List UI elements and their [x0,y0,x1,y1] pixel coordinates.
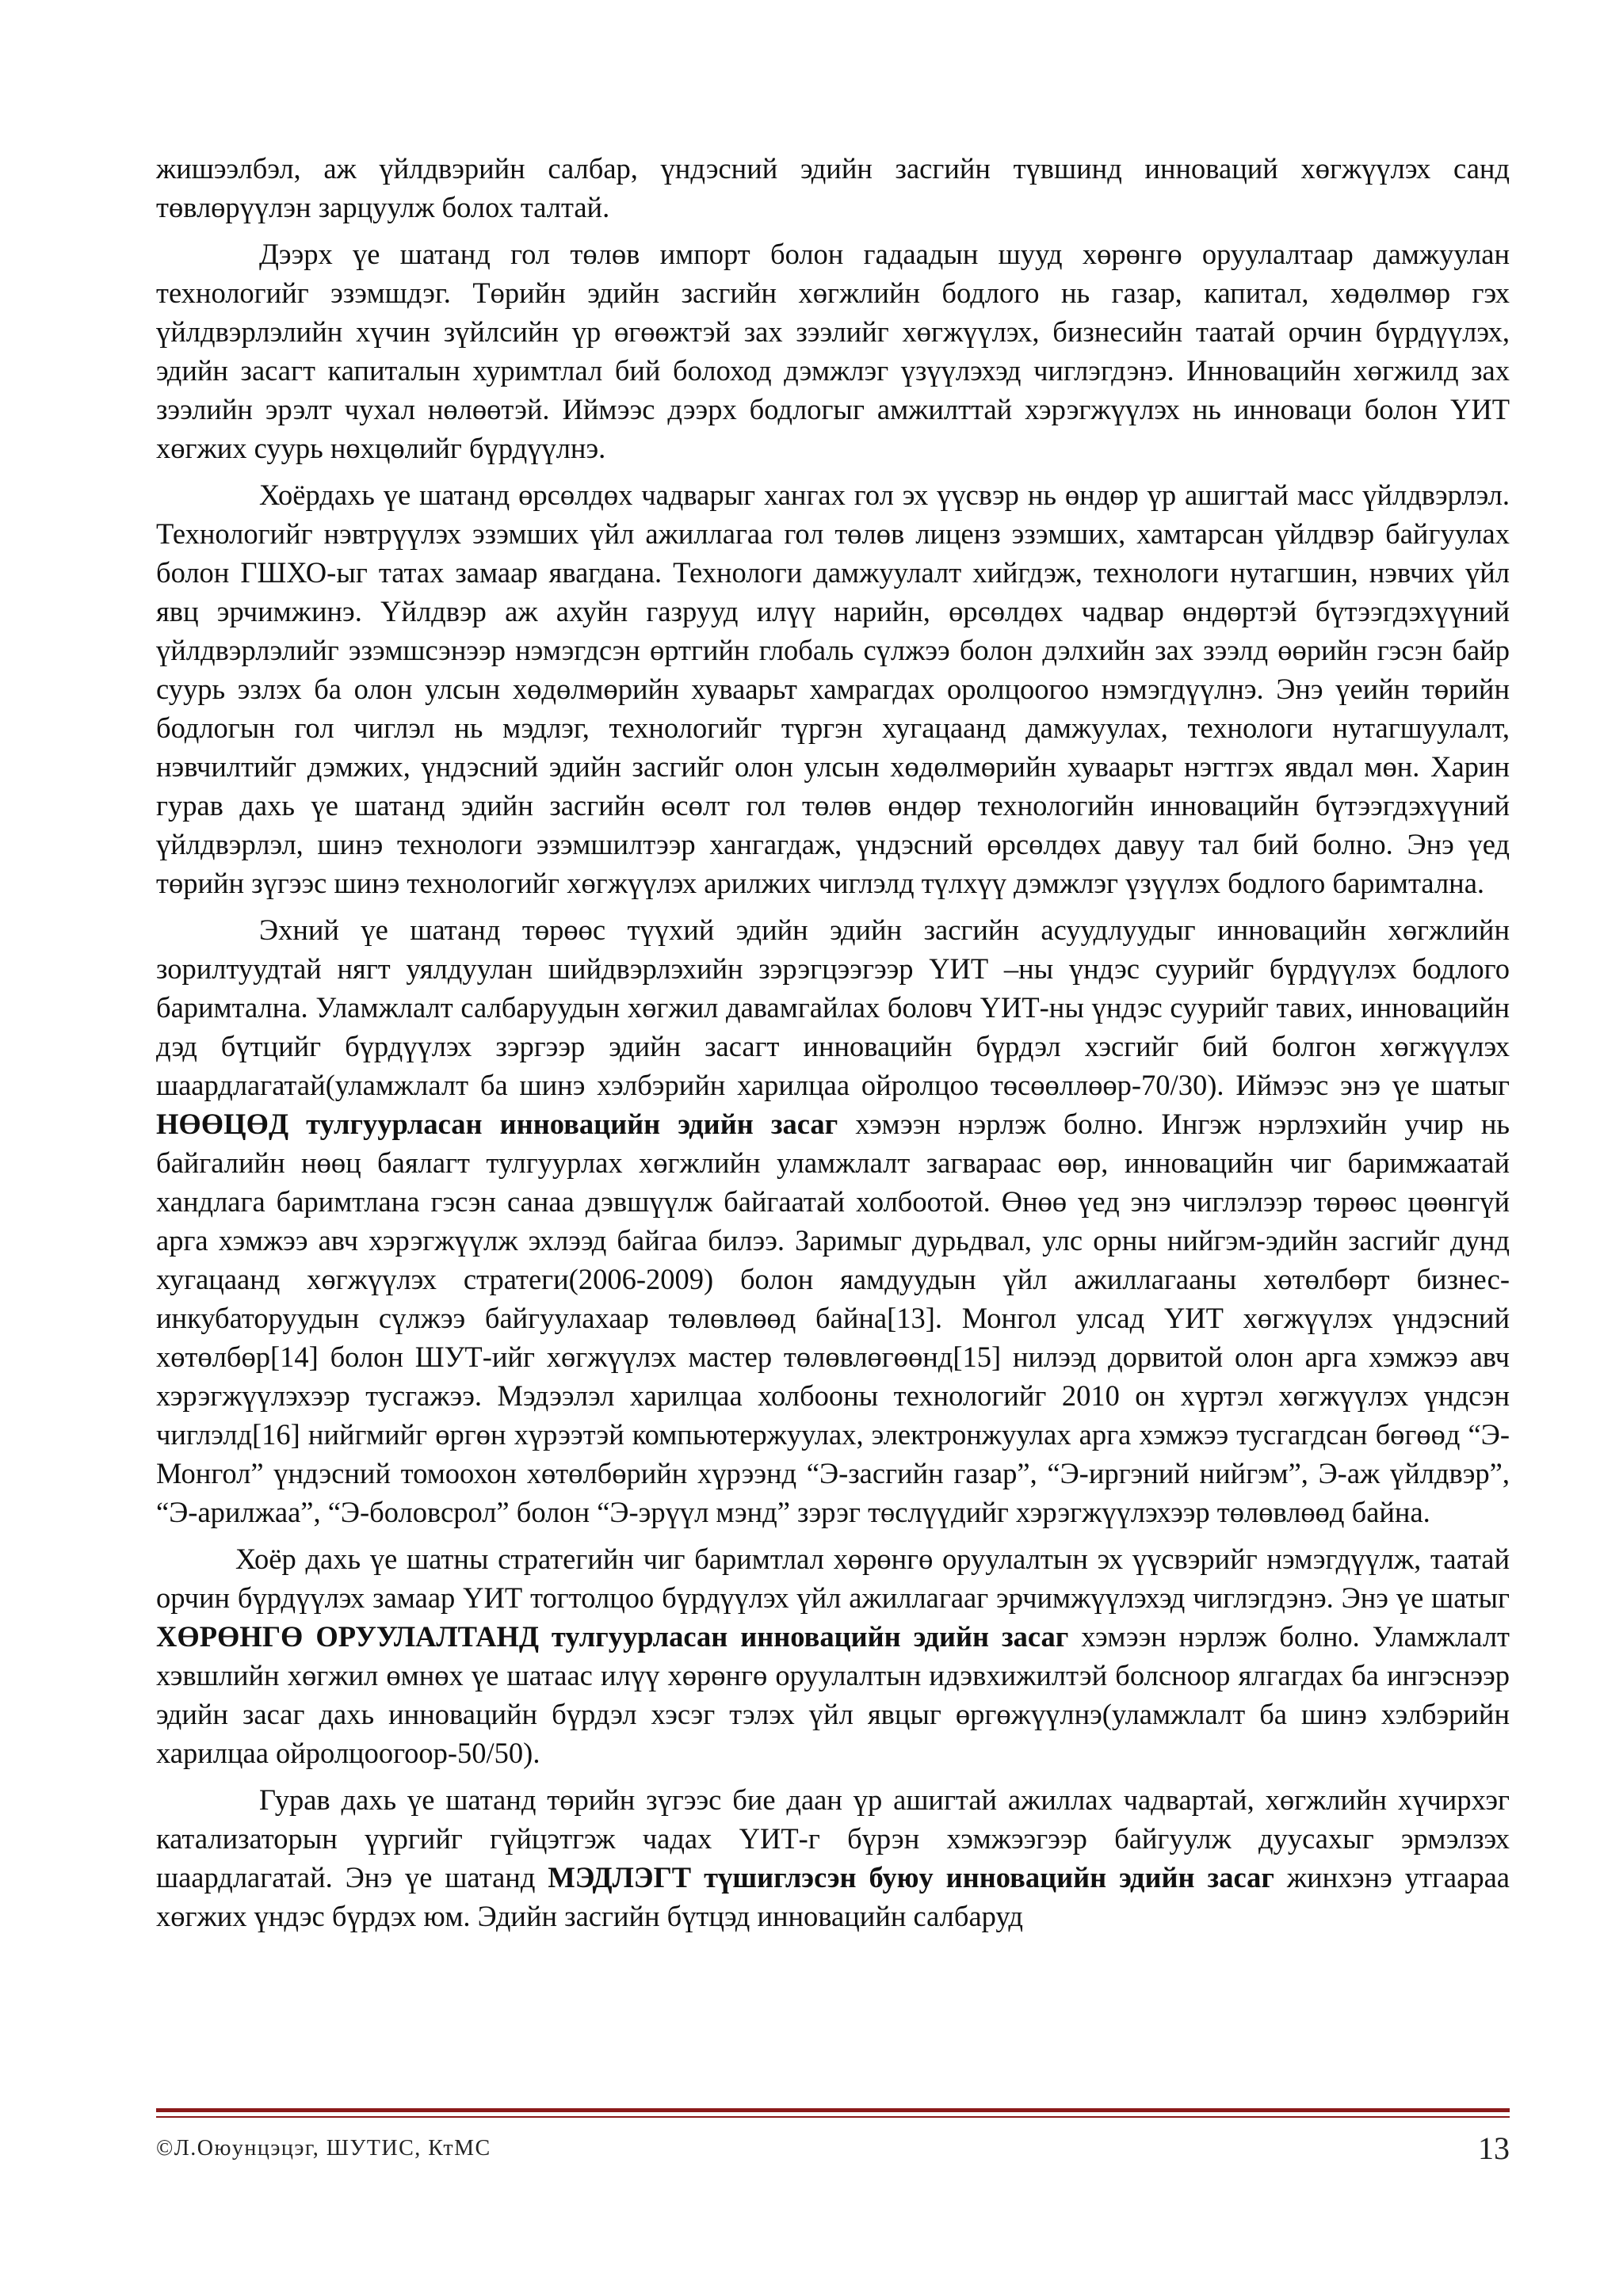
text-run: Гурав дахь үе шатанд төрийн зүгээс бие даан үр ашигтай ажиллах чадвартай, хөгжлийн хүчирхэг катализаторын үүргийг гүйцэтгэж чадах ҮИТ-г бүрэн хэмжээгээр байгуулж дуусахыг эрмэлзэх шаардлагатай. Энэ үе шатанд [156,1783,1510,1894]
bold-term: НӨӨЦӨД тулгуурласан инновацийн эдийн засаг [156,1108,838,1140]
footer-author: ©Л.Оюунцэцэг, ШУТИС, КтМС [156,2136,491,2161]
text-run: Дээрх үе шатанд гол төлөв импорт болон гадаадын шууд хөрөнгө оруулалтаар дамжуулан технологийг эзэмшдэг. Төрийн эдийн засгийн хөгжлийн бодлого нь газар, капитал, хөдөлмөр гэх үйлдвэрлэлийн хүчин зүйлсийн үр өгөөжтэй зах зээлийг хөгжүүлэх, бизнесийн таатай орчин бүрдүүлэх, эдийн засагт капиталын хуримтлал бий болоход дэмжлэг үзүүлэхэд чиглэгдэнэ. Инновацийн хөгжилд зах зээлийн эрэлт чухал нөлөөтэй. Иймээс дээрх бодлогыг амжилттай хэрэгжүүлэх нь инноваци болон ҮИТ хөгжих суурь нөхцөлийг бүрдүүлнэ. [156,238,1510,464]
paragraph [156,149,1510,227]
paragraph [156,1780,1510,1936]
footer-rule-thin [156,2116,1510,2118]
paragraph [156,910,1510,1531]
bold-term: ХӨРӨНГӨ ОРУУЛАЛТАНД тулгуурласан инновацийн эдийн засаг [156,1620,1069,1653]
paragraph [156,475,1510,902]
document-body [156,149,1510,1943]
text-run: жишээлбэл, аж үйлдвэрийн салбар, үндэсний эдийн засгийн түвшинд инноваций хөгжүүлэх санд төвлөрүүлэн зарцуулж болох талтай. [156,152,1510,223]
bold-term: МЭДЛЭГТ түшиглэсэн буюу инновацийн эдийн засаг [548,1861,1274,1894]
text-run: жинхэнэ утгаараа хөгжих үндэс бүрдэх юм. Эдийн засгийн бүтцэд инновацийн салбаруд [156,1861,1510,1932]
paragraph [156,1539,1510,1772]
text-run: хэмээн нэрлэж болно. Ингэж нэрлэхийн учир нь байгалийн нөөц баялагт тулгуурлах хөгжлийн уламжлалт загвараас өөр, инновацийн чиг баримжаатай хандлага баримтлана гэсэн санаа дэвшүүлж байгаатай холбоотой. Өнөө үед энэ чиглэлээр төрөөс цөөнгүй арга хэмжээ авч хэрэгжүүлж эхлээд байгаа билээ. Заримыг дурьдвал, улс орны нийгэм-эдийн засгийг дунд хугацаанд хөгжүүлэх стратеги(2006-2009) болон яамдуудын үйл ажиллагааны хөтөлбөрт бизнес-инкубаторуудын сүлжээ байгуулахаар төлөвлөөд байна[13]. Монгол улсад ҮИТ хөгжүүлэх үндэсний хөтөлбөр[14] болон ШУТ-ийг хөгжүүлэх мастер төлөвлөгөөнд[15] нилээд дорвитой олон арга хэмжээ авч хэрэгжүүлэхээр тусгажээ. Мэдээлэл харилцаа холбооны технологийг 2010 он хүртэл хөгжүүлэх үндсэн чиглэлд[16] нийгмийг өргөн хүрээтэй компьютержуулах, электронжуулах арга хэмжээ тусгагдсан бөгөөд “Э-Монгол” үндэсний томоохон хөтөлбөрийн хүрээнд “Э-засгийн газар”, “Э-иргэний нийгэм”, Э-аж үйлдвэр”, “Э-арилжаа”, “Э-боловсрол” болон “Э-эрүүл мэнд” зэрэг төслүүдийг хэрэгжүүлэхээр төлөвлөөд байна. [156,1108,1510,1528]
paragraph [156,235,1510,467]
text-run: Эхний үе шатанд төрөөс түүхий эдийн эдийн засгийн асуудлуудыг инновацийн хөгжлийн зорилтуудтай нягт уялдуулан шийдвэрлэхийн зэрэгцээгээр ҮИТ –ны үндэс суурийг бүрдүүлэх бодлого баримтална. Уламжлалт салбаруудын хөгжил давамгайлах боловч ҮИТ-ны үндэс суурийг тавих, инновацийн дэд бүтцийг бүрдүүлэх зэргээр эдийн засагт инновацийн бүрдэл хэсгийг бий болгон хөгжүүлэх шаардлагатай(уламжлалт ба шинэ хэлбэрийн харилцаа ойролцоо төсөөллөөр-70/30). Иймээс энэ үе шатыг [156,913,1510,1101]
text-run: хэмээн нэрлэж болно. Уламжлалт хэвшлийн хөгжил өмнөх үе шатаас илүү хөрөнгө оруулалтын идэвхижилтэй болсноор ялгагдах ба ингэснээр эдийн засаг дахь инновацийн бүрдэл хэсэг тэлэх үйл явцыг өргөжүүлнэ(уламжлалт ба шинэ хэлбэрийн харилцаа ойролцоогоор-50/50). [156,1620,1510,1769]
page-number: 13 [1478,2130,1510,2166]
text-run: Хоёрдахь үе шатанд өрсөлдөх чадварыг хангах гол эх үүсвэр нь өндөр үр ашигтай масс үйлдвэрлэл. Технологийг нэвтрүүлэх эзэмших үйл ажиллагаа гол төлөв лиценз эзэмших, хамтарсан үйлдвэр байгуулах болон ГШХО-ыг татах замаар явагдана. Технологи дамжуулалт хийгдэж, технологи нутагшин, нэвчих үйл явц эрчимжинэ. Үйлдвэр аж ахуйн газрууд илүү нарийн, өрсөлдөх чадвар өндөртэй бүтээгдэхүүний үйлдвэрлэлийг эзэмшсэнээр нэмэгдсэн өртгийн глобаль сүлжээ болон дэлхийн зах зээлд өөрийн гэсэн байр суурь эзлэх ба олон улсын хөдөлмөрийн хуваарьт хамрагдах оролцоогоо нэмэгдүүлнэ. Энэ үеийн төрийн бодлогын гол чиглэл нь мэдлэг, технологийг түргэн хугацаанд дамжуулах, технологи нутагшуулалт, нэвчилтийг дэмжих, үндэсний эдийн засгийг олон улсын хөдөлмөрийн хуваарьт нэгтгэх явдал мөн. Харин гурав дахь үе шатанд эдийн засгийн өсөлт гол төлөв өндөр технологийн инновацийн бүтээгдэхүүний үйлдвэрлэл, шинэ технологи эзэмшилтээр хангагдаж, үндэсний өрсөлдөх давуу тал бий болно. Энэ үед төрийн зүгээс шинэ технологийг хөгжүүлэх арилжих чиглэлд түлхүү дэмжлэг үзүүлэх бодлого баримтална. [156,479,1510,899]
text-run: Хоёр дахь үе шатны стратегийн чиг баримтлал хөрөнгө оруулалтын эх үүсвэрийг нэмэгдүүлж, таатай орчин бүрдүүлэх замаар ҮИТ тогтолцоо бүрдүүлэх үйл ажиллагааг эрчимжүүлэхэд чиглэгдэнэ. Энэ үе шатыг [156,1543,1510,1614]
footer-rule-thick [156,2108,1510,2112]
